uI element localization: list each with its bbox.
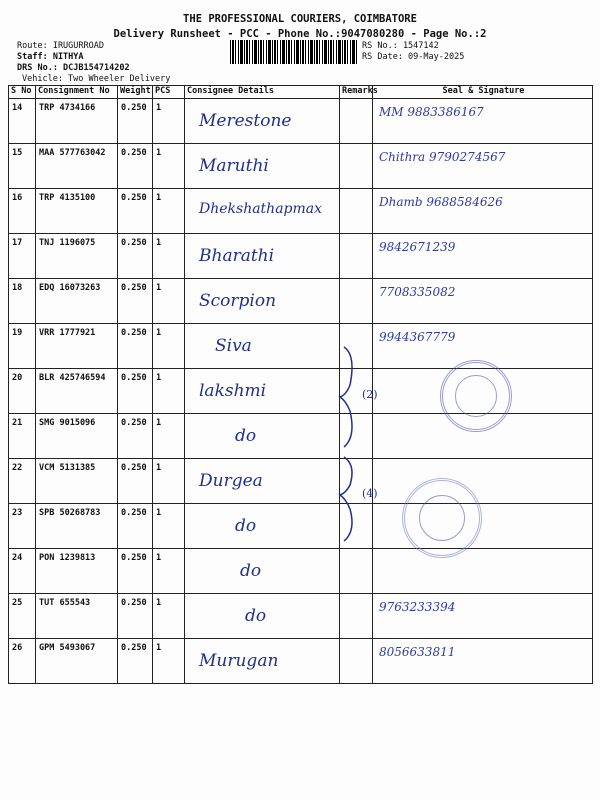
row-pcs: 1 (153, 414, 185, 459)
row-signature-cell (373, 144, 593, 189)
row-signature-cell (373, 279, 593, 324)
row-consignee: Merestone (199, 111, 292, 131)
table-row (9, 234, 593, 279)
row-consignment: GPM 5493067 (36, 639, 118, 684)
table-row (9, 189, 593, 234)
row-signature-cell (373, 594, 593, 639)
row-consignment: TNJ 1196075 (36, 234, 118, 279)
row-consignee-cell (185, 369, 340, 414)
row-pcs: 1 (153, 234, 185, 279)
row-pcs: 1 (153, 99, 185, 144)
row-signature-cell (373, 549, 593, 594)
row-signature: 8056633811 (379, 645, 456, 659)
company-title: THE PROFESSIONAL COURIERS, COIMBATORE (183, 13, 417, 25)
row-sno: 15 (9, 144, 36, 189)
col-consignee: Consignee Details (185, 86, 340, 99)
row-consignee-cell (185, 549, 340, 594)
row-sno: 14 (9, 99, 36, 144)
row-consignee: do (235, 426, 257, 446)
row-consignee-cell (185, 459, 340, 504)
row-consignee: lakshmi (199, 381, 267, 401)
remarks-braces (336, 345, 386, 545)
staff-label: Staff: NITHYA (17, 52, 84, 62)
row-consignment: EDQ 16073263 (36, 279, 118, 324)
row-consignment: PON 1239813 (36, 549, 118, 594)
row-consignment: TRP 4734166 (36, 99, 118, 144)
table-row (9, 549, 593, 594)
row-consignee-cell (185, 144, 340, 189)
row-sno: 19 (9, 324, 36, 369)
row-consignment: BLR 425746594 (36, 369, 118, 414)
row-consignee-cell (185, 594, 340, 639)
row-pcs: 1 (153, 549, 185, 594)
stamp-seal-2-core (419, 495, 465, 541)
row-sno: 17 (9, 234, 36, 279)
row-sno: 18 (9, 279, 36, 324)
row-signature: 9763233394 (379, 600, 456, 614)
row-weight: 0.250 (118, 504, 153, 549)
row-sno: 26 (9, 639, 36, 684)
row-sno: 24 (9, 549, 36, 594)
row-weight: 0.250 (118, 369, 153, 414)
row-sno: 20 (9, 369, 36, 414)
stamp-seal-1-core (455, 375, 497, 417)
vehicle-label: Vehicle: Two Wheeler Delivery (22, 74, 171, 84)
row-signature-cell (373, 99, 593, 144)
row-consignee: do (245, 606, 267, 626)
rs-date: RS Date: 09-May-2025 (362, 52, 465, 62)
col-remarks: Remarks (340, 86, 373, 99)
row-consignee: Murugan (199, 651, 279, 671)
row-weight: 0.250 (118, 234, 153, 279)
row-pcs: 1 (153, 369, 185, 414)
row-weight: 0.250 (118, 549, 153, 594)
row-signature: MM 9883386167 (379, 105, 484, 119)
row-consignee-cell (185, 189, 340, 234)
row-signature: 9842671239 (379, 240, 456, 254)
row-remarks (340, 189, 373, 234)
table-header-row (9, 86, 593, 99)
table-row (9, 639, 593, 684)
row-remarks (340, 234, 373, 279)
row-pcs: 1 (153, 279, 185, 324)
row-pcs: 1 (153, 459, 185, 504)
col-consignment: Consignment No (36, 86, 118, 99)
row-pcs: 1 (153, 144, 185, 189)
row-signature: 9944367779 (379, 330, 456, 344)
row-consignee: Siva (215, 336, 252, 356)
row-remarks (340, 279, 373, 324)
row-signature-cell (373, 459, 593, 504)
row-sno: 25 (9, 594, 36, 639)
row-weight: 0.250 (118, 279, 153, 324)
row-signature: Chithra 9790274567 (379, 150, 506, 164)
col-pcs: PCS (153, 86, 185, 99)
row-weight: 0.250 (118, 144, 153, 189)
row-weight: 0.250 (118, 99, 153, 144)
row-consignee-cell (185, 639, 340, 684)
row-weight: 0.250 (118, 414, 153, 459)
col-signature: Seal & Signature (373, 86, 593, 99)
remarks-group1-count: (2) (362, 388, 378, 401)
row-weight: 0.250 (118, 189, 153, 234)
row-consignee: Scorpion (199, 291, 277, 311)
rs-number: RS No.: 1547142 (362, 41, 439, 51)
stamp-seal-2 (402, 478, 482, 558)
row-pcs: 1 (153, 639, 185, 684)
row-consignee: Bharathi (199, 246, 275, 266)
row-consignment: VCM 5131385 (36, 459, 118, 504)
row-weight: 0.250 (118, 639, 153, 684)
table-row (9, 99, 593, 144)
runsheet-subtitle: Delivery Runsheet - PCC - Phone No.:9047080280 - Page No.:2 (113, 28, 487, 40)
row-consignee-cell (185, 414, 340, 459)
row-consignee: Durgea (199, 471, 263, 491)
col-weight: Weight (118, 86, 153, 99)
remarks-group2-count: (4) (362, 487, 378, 500)
row-signature: 7708335082 (379, 285, 456, 299)
route-label: Route: IRUGURROAD (17, 41, 104, 51)
table-row (9, 324, 593, 369)
row-remarks (340, 144, 373, 189)
row-pcs: 1 (153, 594, 185, 639)
table-row (9, 279, 593, 324)
row-consignment: TRP 4135100 (36, 189, 118, 234)
table-row (9, 144, 593, 189)
row-signature: Dhamb 9688584626 (379, 195, 503, 209)
table-row (9, 459, 593, 504)
col-sno: S No (9, 86, 36, 99)
row-consignee: Dhekshathapmax (199, 201, 323, 217)
row-remarks (340, 594, 373, 639)
row-remarks (340, 639, 373, 684)
row-consignment: VRR 1777921 (36, 324, 118, 369)
row-remarks (340, 99, 373, 144)
table-row (9, 414, 593, 459)
row-weight: 0.250 (118, 459, 153, 504)
table-row (9, 594, 593, 639)
stamp-seal-1 (440, 360, 512, 432)
row-consignee-cell (185, 234, 340, 279)
row-consignee-cell (185, 99, 340, 144)
row-remarks (340, 549, 373, 594)
drs-number: DRS No.: DCJB154714202 (17, 63, 130, 73)
row-pcs: 1 (153, 504, 185, 549)
row-consignee: do (235, 516, 257, 536)
row-consignee-cell (185, 324, 340, 369)
row-sno: 16 (9, 189, 36, 234)
table-row (9, 504, 593, 549)
row-consignee: Maruthi (199, 156, 269, 176)
row-consignee-cell (185, 279, 340, 324)
row-consignment: TUT 655543 (36, 594, 118, 639)
row-pcs: 1 (153, 189, 185, 234)
row-sno: 22 (9, 459, 36, 504)
row-consignment: SPB 50268783 (36, 504, 118, 549)
row-consignee-cell (185, 504, 340, 549)
row-pcs: 1 (153, 324, 185, 369)
row-consignment: SMG 9015096 (36, 414, 118, 459)
barcode (230, 40, 358, 64)
row-sno: 23 (9, 504, 36, 549)
row-weight: 0.250 (118, 324, 153, 369)
row-signature-cell (373, 639, 593, 684)
row-signature-cell (373, 189, 593, 234)
row-signature-cell (373, 234, 593, 279)
row-consignment: MAA 577763042 (36, 144, 118, 189)
row-consignee: do (240, 561, 262, 581)
row-weight: 0.250 (118, 594, 153, 639)
row-sno: 21 (9, 414, 36, 459)
